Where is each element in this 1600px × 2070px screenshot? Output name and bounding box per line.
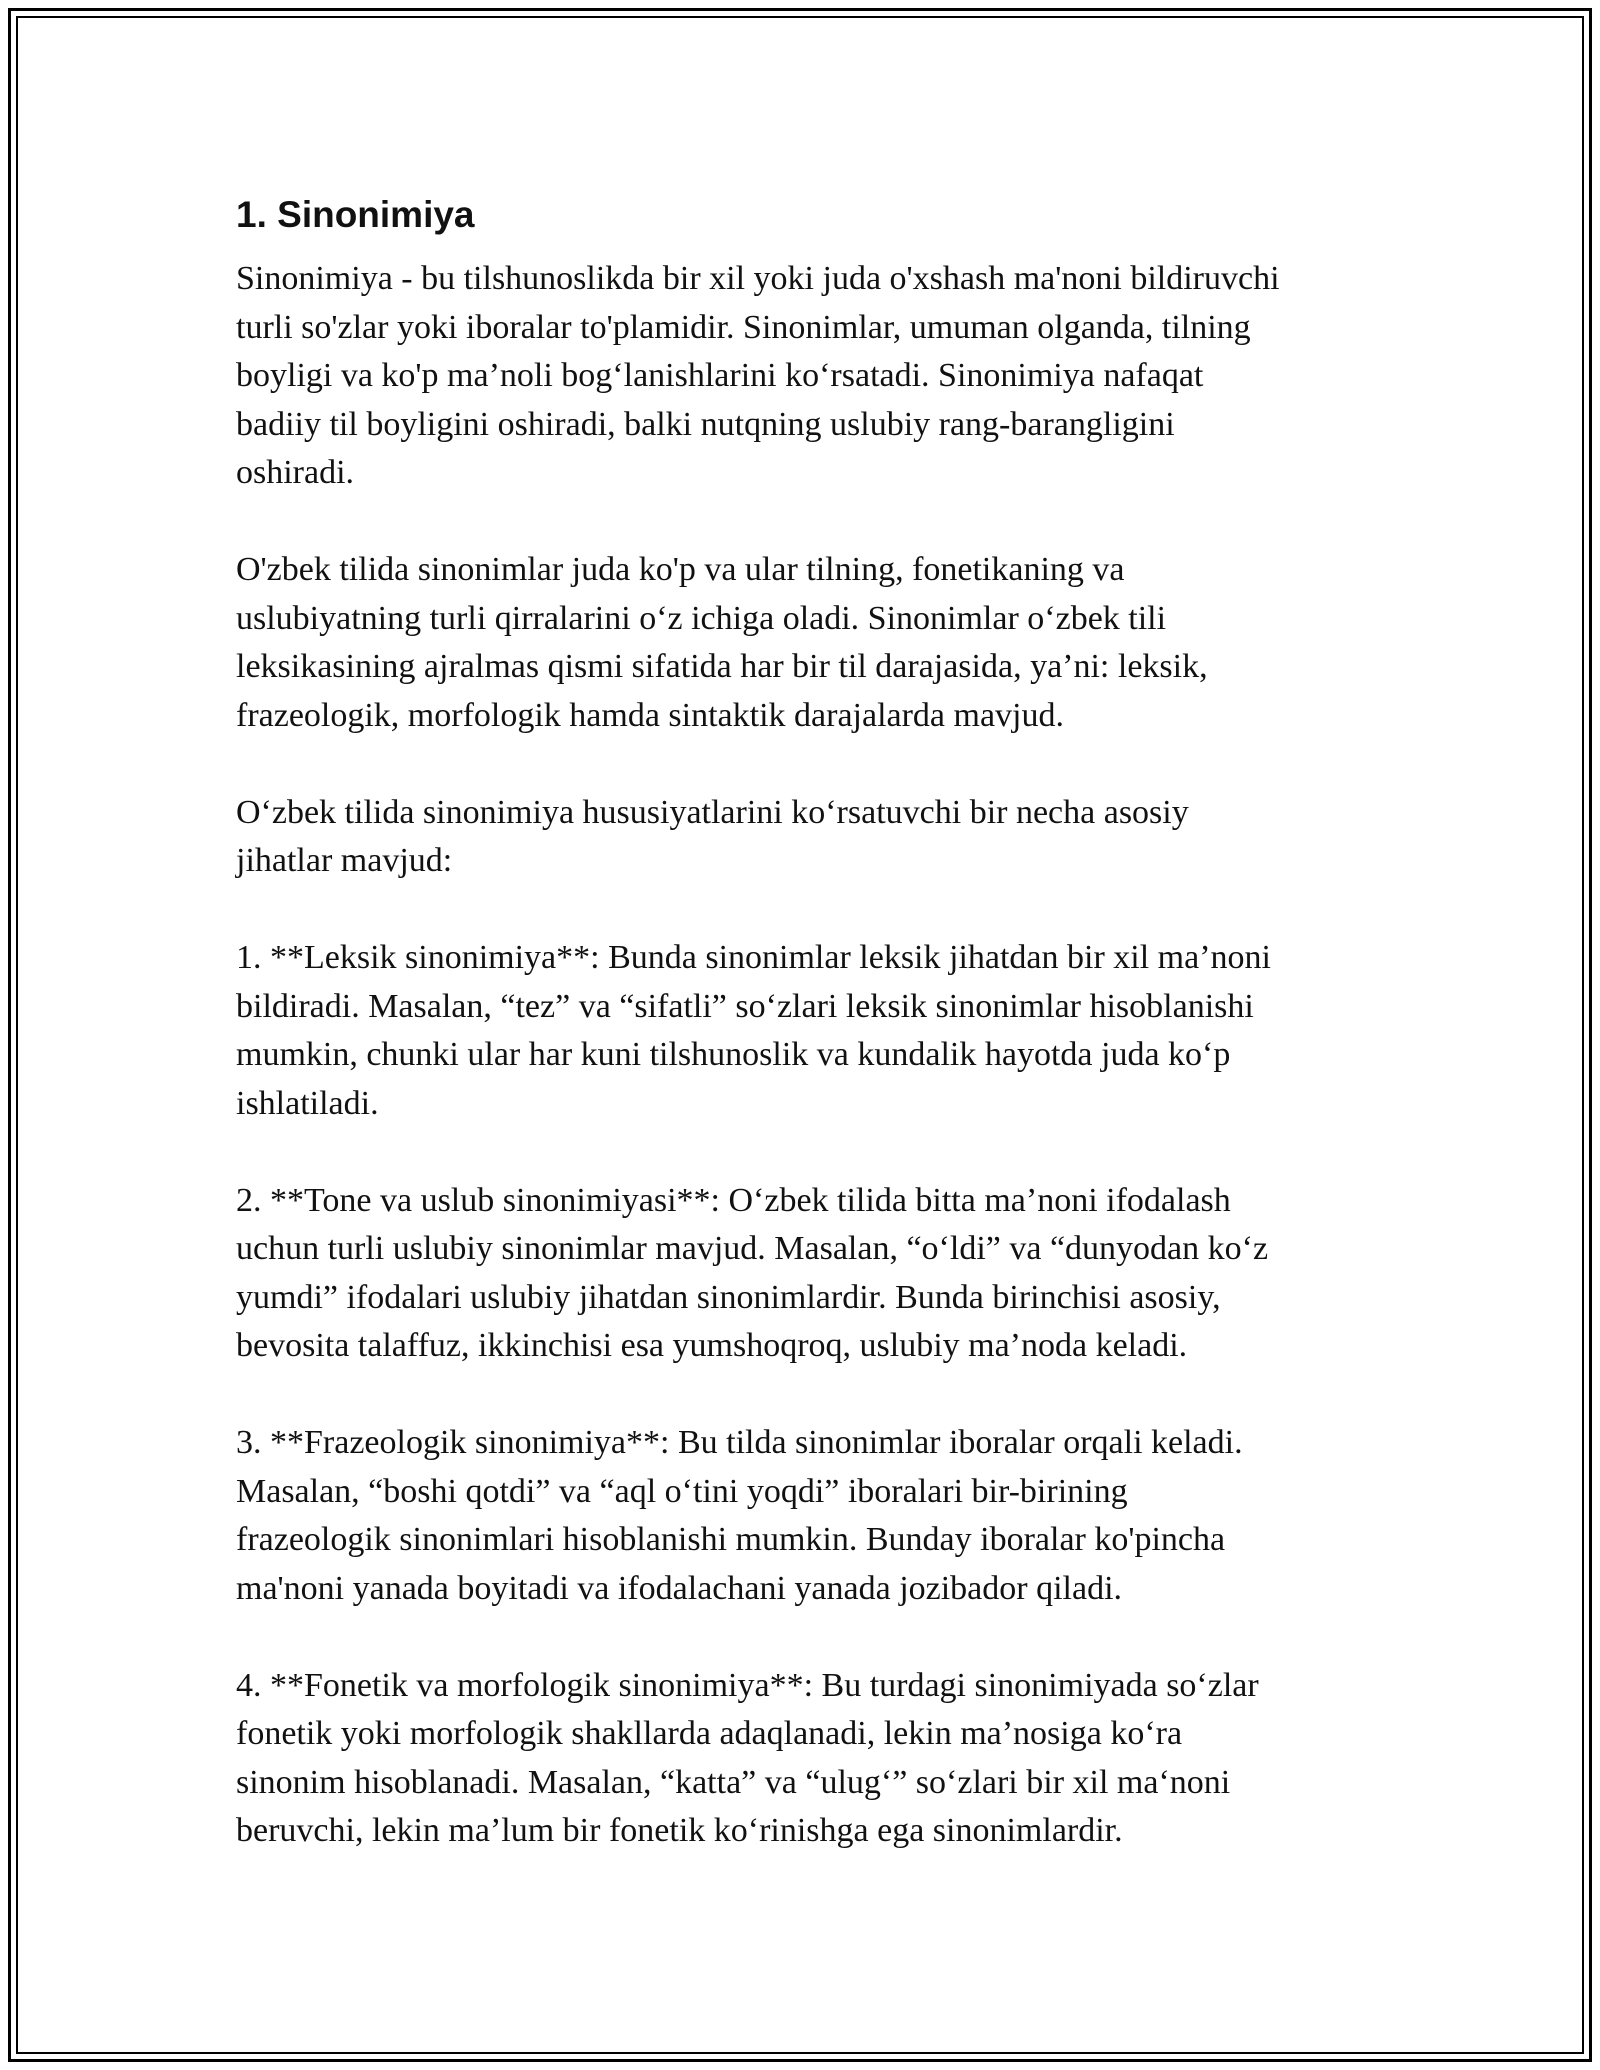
paragraph-phraseological-synonymy: 3. **Frazeologik sinonimiya**: Bu tilda sinonimlar iboralar orqali keladi. Masalan, “boshi qotdi” va “aql o‘tini yoqdi” iboralari bir-birining frazeologik sinonimlari hisoblanishi mumkin. Bunday iboralar ko'pincha ma'noni yanada boyitadi va ifodalachani yanada jozibador qiladi. — [236, 1424, 1243, 1607]
document-title: 1. Sinonimiya — [236, 194, 475, 235]
paragraph-uzbek-synonyms: O'zbek tilida sinonimlar juda ko'p va ular tilning, fonetikaning va uslubiyatning turli qirralarini o‘z ichiga oladi. Sinonimlar o‘zbek tili leksikasining ajralmas qismi sifatida har bir til darajasida, ya’ni: leksik, frazeologik, morfologik hamda sintaktik darajalarda mavjud. — [236, 551, 1208, 734]
paragraph-lexical-synonymy: 1. **Leksik sinonimiya**: Bunda sinonimlar leksik jihatdan bir xil ma’noni bildiradi. Masalan, “tez” va “sifatli” so‘zlari leksik sinonimlar hisoblanishi mumkin, chunki ular har kuni tilshunoslik va kundalik hayotda juda ko‘p ishlatiladi. — [236, 939, 1271, 1122]
paragraph-aspects-intro: O‘zbek tilida sinonimiya hususiyatlarini ko‘rsatuvchi bir necha asosiy jihatlar mavjud: — [236, 793, 1189, 879]
paragraph-intro: Sinonimiya - bu tilshunoslikda bir xil yoki juda o'xshash ma'noni bildiruvchi turli so'zlar yoki iboralar to'plamidir. Sinonimlar, umuman olganda, tilning boyligi va ko'p ma’noli bog‘lanishlarini ko‘rsatadi. Sinonimiya nafaqat badiiy til boyligini oshiradi, balki nutqning uslubiy rang-barangligini oshiradi. — [236, 260, 1280, 491]
document-body — [236, 183, 1386, 1856]
paragraph-phonetic-morphological-synonymy: 4. **Fonetik va morfologik sinonimiya**: Bu turdagi sinonimiyada so‘zlar fonetik yoki morfologik shakllarda adaqlanadi, lekin ma’nosiga ko‘ra sinonim hisoblanadi. Masalan, “katta” va “ulug‘” so‘zlari bir xil ma‘noni beruvchi, lekin ma’lum bir fonetik ko‘rinishga ega sinonimlardir. — [236, 1666, 1259, 1849]
paragraph-tone-style-synonymy: 2. **Tone va uslub sinonimiyasi**: O‘zbek tilida bitta ma’noni ifodalash uchun turli uslubiy sinonimlar mavjud. Masalan, “o‘ldi” va “dunyodan ko‘z yumdi” ifodalari uslubiy jihatdan sinonimlardir. Bunda birinchisi asosiy, bevosita talaffuz, ikkinchisi esa yumshoqroq, uslubiy ma’noda keladi. — [236, 1181, 1269, 1364]
